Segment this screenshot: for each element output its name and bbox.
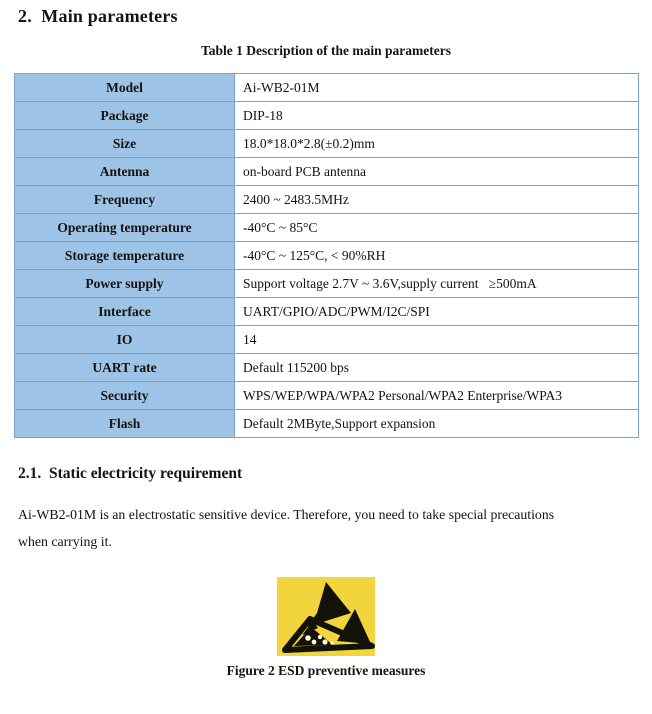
subsection-heading: 2.1. Static electricity requirement — [18, 465, 243, 482]
parameter-value-cell: 2400 ~ 2483.5MHz — [235, 186, 639, 214]
parameter-label-cell: Size — [15, 130, 235, 158]
figure-container — [0, 577, 652, 679]
parameter-label-cell: Antenna — [15, 158, 235, 186]
table-row — [15, 298, 639, 326]
figure-caption: Figure 2 ESD preventive measures — [226, 663, 426, 678]
parameter-value-cell: UART/GPIO/ADC/PWM/I2C/SPI — [235, 298, 639, 326]
table-row — [15, 242, 639, 270]
parameter-label-cell: Storage temperature — [15, 242, 235, 270]
table-row — [15, 130, 639, 158]
body-paragraph: Ai-WB2-01M is an electrostatic sensitive device. Therefore, you need to take special precautions when carrying it. — [18, 507, 555, 549]
parameter-label-cell: UART rate — [15, 354, 235, 382]
table-caption: Table 1 Description of the main parameters — [201, 43, 451, 58]
parameter-value-cell: Default 115200 bps — [235, 354, 639, 382]
parameter-label-cell: Frequency — [15, 186, 235, 214]
parameter-label-cell: Model — [15, 74, 235, 102]
table-row — [15, 158, 639, 186]
parameter-label-cell: Security — [15, 382, 235, 410]
main-parameters-table — [14, 73, 639, 438]
parameter-value-cell: 18.0*18.0*2.8(±0.2)mm — [235, 130, 639, 158]
section-heading: 2. Main parameters — [18, 6, 178, 26]
parameters-table-body — [15, 74, 639, 438]
parameter-label-cell: Interface — [15, 298, 235, 326]
parameter-label-cell: Power supply — [15, 270, 235, 298]
parameter-value-cell: -40°C ~ 85°C — [235, 214, 639, 242]
parameter-label-cell: Operating temperature — [15, 214, 235, 242]
table-row — [15, 186, 639, 214]
parameter-label-cell: Package — [15, 102, 235, 130]
parameter-value-cell: -40°C ~ 125°C, < 90%RH — [235, 242, 639, 270]
table-row — [15, 214, 639, 242]
esd-hand-triangle-icon — [277, 577, 375, 656]
table-row — [15, 410, 639, 438]
table-row — [15, 74, 639, 102]
parameter-value-cell: DIP-18 — [235, 102, 639, 130]
table-row — [15, 354, 639, 382]
table-row — [15, 102, 639, 130]
parameter-value-cell: on-board PCB antenna — [235, 158, 639, 186]
parameter-value-cell: Support voltage 2.7V ~ 3.6V,supply current ≥500mA — [235, 270, 639, 298]
table-row — [15, 326, 639, 354]
parameter-label-cell: Flash — [15, 410, 235, 438]
parameter-label-cell: IO — [15, 326, 235, 354]
table-row — [15, 270, 639, 298]
parameter-value-cell: WPS/WEP/WPA/WPA2 Personal/WPA2 Enterprise/WPA3 — [235, 382, 639, 410]
parameter-value-cell: 14 — [235, 326, 639, 354]
table-row — [15, 382, 639, 410]
parameter-value-cell: Ai-WB2-01M — [235, 74, 639, 102]
parameter-value-cell: Default 2MByte,Support expansion — [235, 410, 639, 438]
